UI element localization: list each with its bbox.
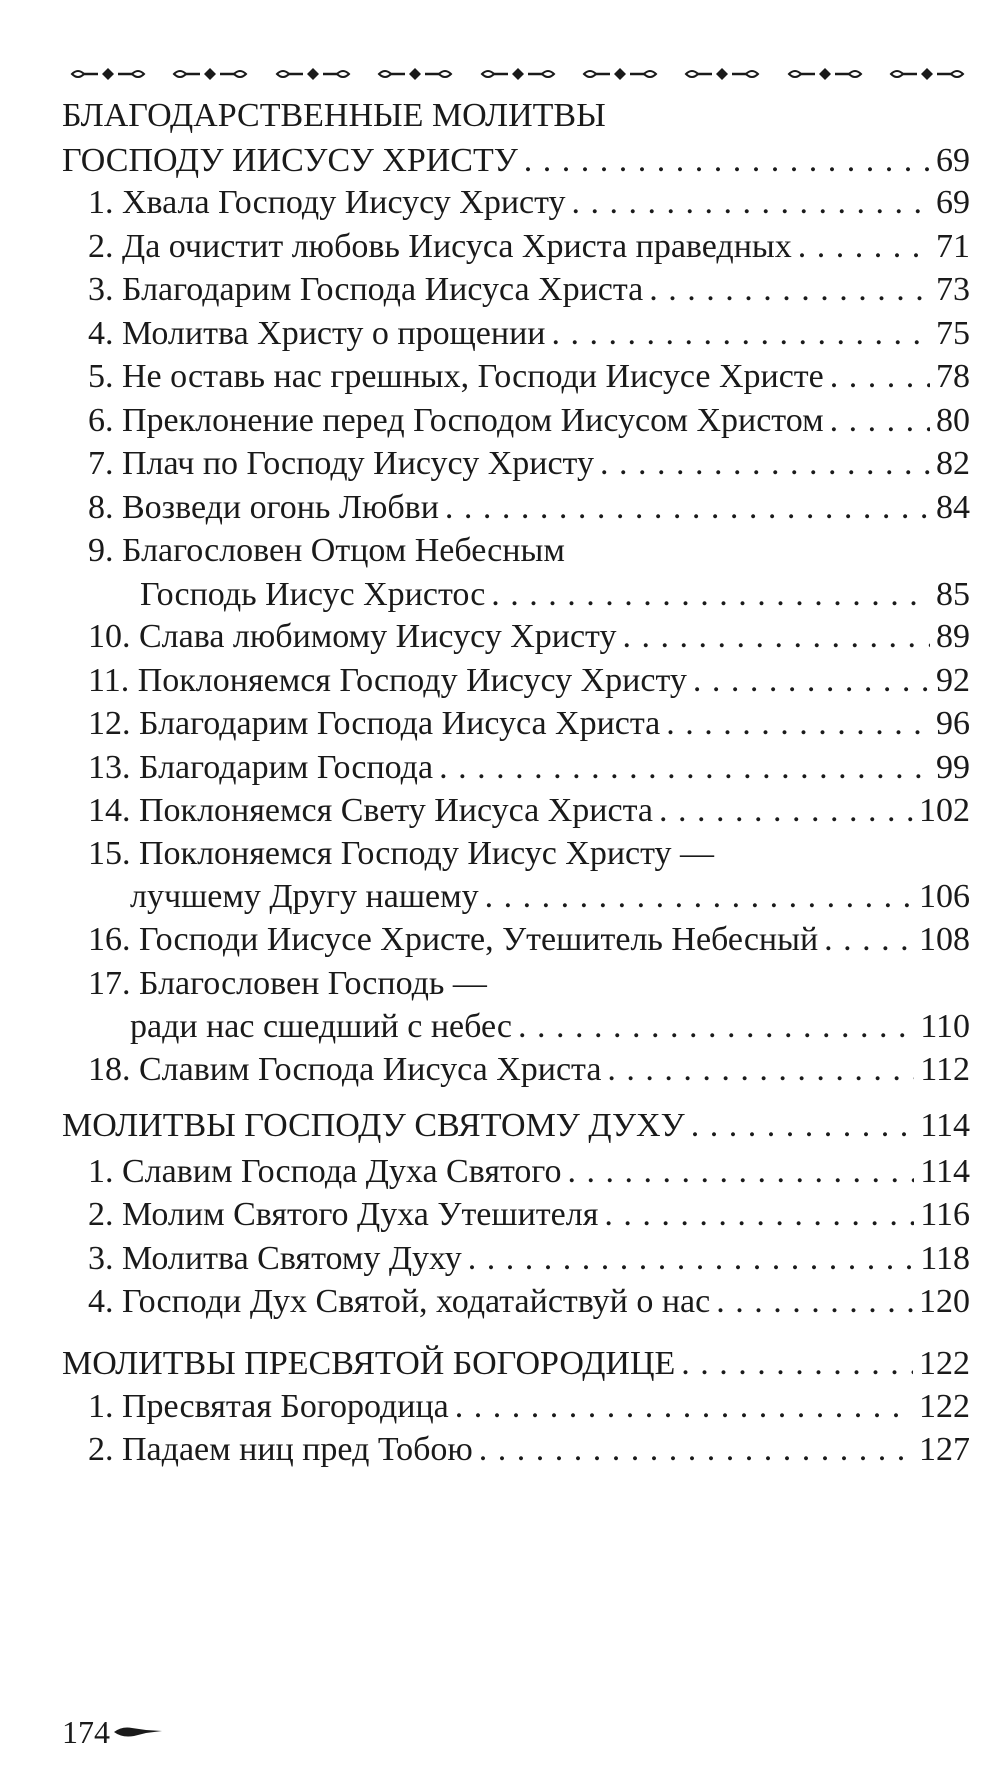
toc-item — [88, 661, 970, 701]
toc-item-page: 82 — [936, 445, 970, 482]
toc-item-page: 84 — [936, 489, 970, 526]
toc-item — [88, 748, 970, 788]
leader-dots — [666, 704, 930, 744]
section-heading-page: 114 — [920, 1107, 970, 1144]
toc-item — [88, 488, 970, 528]
leader-dots — [572, 183, 930, 223]
toc-item — [140, 575, 970, 615]
toc-item-page: 96 — [936, 705, 970, 742]
toc-item-page: 106 — [919, 878, 970, 915]
toc-item-label: 12. Благодарим Господа Иисуса Христа — [88, 705, 661, 742]
toc-item — [88, 357, 970, 397]
leader-dots — [551, 314, 930, 354]
toc-item-page: 92 — [936, 662, 970, 699]
toc-item — [88, 1239, 970, 1279]
scroll-ornament-icon — [172, 66, 248, 82]
toc-item — [88, 270, 970, 310]
toc-item — [88, 444, 970, 484]
leader-dots — [485, 877, 913, 917]
leader-dots — [824, 920, 913, 960]
toc-item — [88, 1282, 970, 1322]
section-heading — [62, 1106, 970, 1146]
leader-dots — [649, 270, 930, 310]
page-footer — [62, 1712, 164, 1752]
leader-dots — [439, 748, 930, 788]
toc-item — [88, 314, 970, 354]
toc-item-line1: 9. Благословен Отцом Небесным — [88, 532, 565, 569]
scroll-ornament-icon — [70, 66, 146, 82]
toc-item-label: 1. Хвала Господу Иисусу Христу — [88, 184, 566, 221]
leader-dots — [659, 791, 913, 831]
leader-dots — [716, 1282, 913, 1322]
leader-dots — [691, 1106, 915, 1146]
toc-item-page: 122 — [919, 1388, 970, 1425]
scroll-ornament-icon — [889, 66, 965, 82]
toc-item-label: 4. Господи Дух Святой, ходатайствуй о нас — [88, 1283, 711, 1320]
toc-item-label: 4. Молитва Христу о прощении — [88, 315, 546, 352]
toc-item-page: 71 — [936, 228, 970, 265]
toc-item-label: 8. Возведи огонь Любви — [88, 489, 439, 526]
toc-item-label: 18. Славим Господа Иисуса Христа — [88, 1051, 602, 1088]
toc-item-label: 5. Не оставь нас грешных, Господи Иисусе Христе — [88, 358, 824, 395]
toc-item — [88, 704, 970, 744]
toc-item-page: 75 — [936, 315, 970, 352]
header-ornament-row — [70, 62, 965, 86]
toc-item-page: 108 — [919, 921, 970, 958]
toc-item-page: 118 — [920, 1240, 970, 1277]
leader-dots — [445, 488, 930, 528]
toc-item-label: лучшему Другу нашему — [130, 878, 479, 915]
toc-item — [88, 1195, 970, 1235]
section-heading-label: ГОСПОДУ ИИСУСУ ХРИСТУ — [62, 142, 518, 179]
page-number: 174 — [62, 1714, 110, 1750]
toc-item-page: 112 — [920, 1051, 970, 1088]
toc-item — [130, 1007, 970, 1047]
section-heading-page: 69 — [936, 142, 970, 179]
leader-dots — [830, 357, 930, 397]
leader-dots — [681, 1344, 913, 1384]
toc-item-page: 114 — [920, 1153, 970, 1190]
leader-dots — [693, 661, 930, 701]
leader-dots — [622, 617, 930, 657]
scroll-ornament-icon — [787, 66, 863, 82]
toc-item-page: 73 — [936, 271, 970, 308]
toc-item-line1: 15. Поклоняемся Господу Иисус Христу — — [88, 835, 715, 872]
toc-item-label: 7. Плач по Господу Иисусу Христу — [88, 445, 594, 482]
toc-item-label: 13. Благодарим Господа — [88, 749, 434, 786]
toc-item-label: Господь Иисус Христос — [140, 576, 486, 613]
toc-item-label: 2. Падаем ниц пред Тобою — [88, 1431, 473, 1468]
toc-item — [88, 1430, 970, 1470]
toc-item — [88, 1387, 970, 1427]
toc-item-page: 120 — [919, 1283, 970, 1320]
toc-item-label: 2. Да очистит любовь Иисуса Христа праведных — [88, 228, 792, 265]
toc-item — [88, 227, 970, 267]
scroll-ornament-icon — [377, 66, 453, 82]
leader-dots — [518, 1007, 914, 1047]
toc-item-page: 99 — [936, 749, 970, 786]
scroll-ornament-icon — [480, 66, 556, 82]
leader-dots — [479, 1430, 913, 1470]
scroll-ornament-icon — [275, 66, 351, 82]
section-heading-label: МОЛИТВЫ ПРЕСВЯТОЙ БОГОРОДИЦЕ — [62, 1345, 676, 1382]
toc-item-line1: 17. Благословен Господь — — [88, 965, 487, 1002]
toc-item-page: 127 — [919, 1431, 970, 1468]
toc-item-label: 1. Пресвятая Богородица — [88, 1388, 449, 1425]
leader-dots — [600, 444, 930, 484]
toc-item-label: 3. Молитва Святому Духу — [88, 1240, 462, 1277]
toc-item — [88, 617, 970, 657]
leader-dots — [491, 575, 930, 615]
toc-item-page: 69 — [936, 184, 970, 221]
leader-dots — [468, 1239, 914, 1279]
toc-item-label: ради нас сшедший с небес — [130, 1008, 513, 1045]
toc-item-page: 78 — [936, 358, 970, 395]
section-heading — [62, 141, 970, 181]
section-heading-page: 122 — [919, 1345, 970, 1382]
toc-item — [130, 877, 970, 917]
leader-dots — [830, 401, 930, 441]
toc-item-label: 14. Поклоняемся Свету Иисуса Христа — [88, 792, 653, 829]
toc-item — [88, 920, 970, 960]
toc-item-label: 10. Слава любимому Иисусу Христу — [88, 618, 617, 655]
toc-item-label: 1. Славим Господа Духа Святого — [88, 1153, 562, 1190]
leader-dots — [604, 1195, 914, 1235]
toc-item-page: 116 — [920, 1196, 970, 1233]
toc-item-label: 2. Молим Святого Духа Утешителя — [88, 1196, 599, 1233]
leader-dots — [455, 1387, 913, 1427]
toc-item — [88, 791, 970, 831]
toc-item-page: 110 — [920, 1008, 970, 1045]
toc-item-page: 102 — [919, 792, 970, 829]
toc-item — [88, 1050, 970, 1090]
scroll-ornament-icon — [684, 66, 760, 82]
toc-item — [88, 401, 970, 441]
toc-item-label: 3. Благодарим Господа Иисуса Христа — [88, 271, 644, 308]
section-title: БЛАГОДАРСТВЕННЫЕ МОЛИТВЫ — [62, 97, 606, 134]
section-heading — [62, 1344, 970, 1384]
toc-item-label: 16. Господи Иисусе Христе, Утешитель Небесный — [88, 921, 819, 958]
leader-dots — [607, 1050, 914, 1090]
pointing-hand-icon — [112, 1722, 164, 1742]
toc-item-page: 89 — [936, 618, 970, 655]
toc-item-label: 6. Преклонение перед Господом Иисусом Христом — [88, 402, 824, 439]
leader-dots — [798, 227, 930, 267]
toc-item — [88, 183, 970, 223]
leader-dots — [524, 141, 930, 181]
toc-item-label: 11. Поклоняемся Господу Иисусу Христу — [88, 662, 687, 699]
scroll-ornament-icon — [582, 66, 658, 82]
toc-item-page: 85 — [936, 576, 970, 613]
toc-item — [88, 1152, 970, 1192]
toc-item-page: 80 — [936, 402, 970, 439]
leader-dots — [567, 1152, 914, 1192]
section-heading-label: МОЛИТВЫ ГОСПОДУ СВЯТОМУ ДУХУ — [62, 1107, 685, 1144]
